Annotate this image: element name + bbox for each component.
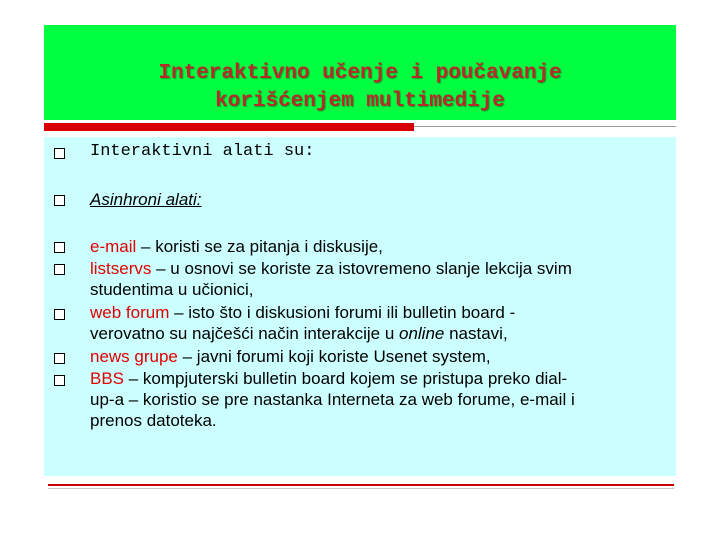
slide-title: [44, 60, 676, 116]
desc-listservs-cont: studentima u učionici,: [90, 280, 254, 299]
desc-bbs-cont2: prenos datoteka.: [90, 411, 217, 430]
bullet-icon: [54, 309, 65, 320]
list-item-email: [90, 236, 665, 257]
footer-line-gray: [48, 488, 674, 489]
footer-line-red: [48, 484, 674, 486]
bullet-icon: [54, 375, 65, 386]
term-email: e-mail: [90, 237, 137, 256]
list-item-async: Asinhroni alati:: [90, 190, 202, 209]
title-underline-gray: [414, 126, 676, 127]
title-underline-red: [44, 123, 414, 131]
list-item-bbs: [90, 368, 665, 431]
desc-webforum-cont-b: nastavi,: [444, 324, 508, 343]
title-line-2: korišćenjem multimedije: [215, 90, 505, 113]
bullet-icon: [54, 353, 65, 364]
list-item-webforum: [90, 302, 665, 344]
list-item-news: [90, 346, 665, 367]
term-webforum: web forum: [90, 303, 170, 322]
bullet-icon: [54, 195, 65, 206]
desc-news: – javni forumi koji koriste Usenet system,: [177, 347, 491, 366]
desc-webforum-cont-a: verovatno su najčešći način interakcije u: [90, 324, 399, 343]
bullet-icon: [54, 264, 65, 275]
list-item-listservs: [90, 258, 665, 300]
bullet-icon: [54, 242, 65, 253]
desc-email: – koristi se za pitanja i diskusije,: [136, 237, 383, 256]
term-listservs: listservs: [90, 259, 152, 278]
term-bbs: BBS: [90, 369, 125, 388]
term-news: news grupe: [90, 347, 178, 366]
title-line-1: Interaktivno učenje i poučavanje: [158, 62, 562, 85]
list-item-intro: Interaktivni alati su:: [90, 142, 315, 161]
desc-webforum-online: online: [399, 324, 445, 343]
desc-webforum: – isto što i diskusioni forumi ili bulletin board -: [169, 303, 516, 322]
desc-bbs-cont1: up-a – koristio se pre nastanka Interneta za web forume, e-mail i: [90, 390, 575, 409]
desc-bbs: – kompjuterski bulletin board kojem se pristupa preko dial-: [124, 369, 568, 388]
bullet-icon: [54, 148, 65, 159]
desc-listservs: – u osnovi se koriste za istovremeno slanje lekcija svim: [151, 259, 572, 278]
